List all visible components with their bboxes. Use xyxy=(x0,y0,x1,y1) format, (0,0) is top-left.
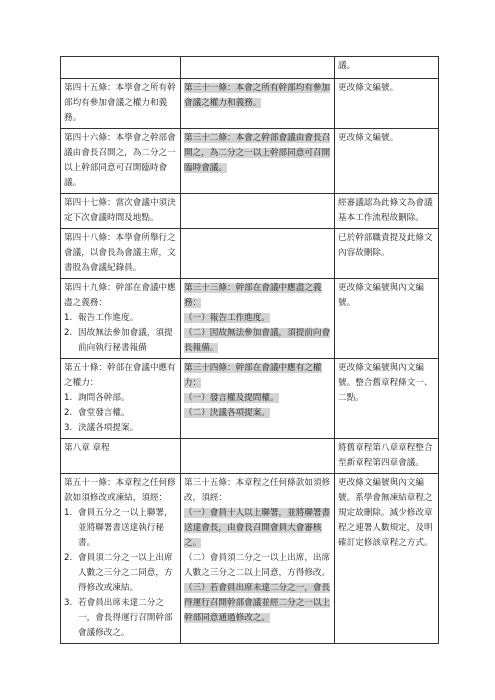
old-article-list xyxy=(64,311,177,356)
old-article-head: 第四十九條：幹部在會議中應盡之義務： xyxy=(64,283,176,308)
table-row xyxy=(61,129,439,194)
note-cell: 議。 xyxy=(335,57,439,79)
note-cell: 更改條文編號。 xyxy=(335,129,439,194)
new-article-cell xyxy=(181,57,335,79)
list-item xyxy=(64,391,177,406)
item-text: 報告工作進度。 xyxy=(78,313,139,323)
item-number: 2. xyxy=(64,553,73,563)
old-article-cell: 第四十六條：本學會之幹部會議由會長召開之，為二分之一以上幹部同意可召開臨時會議。 xyxy=(61,129,181,194)
old-article-list xyxy=(64,506,177,641)
new-article-cell xyxy=(181,194,335,229)
note-cell: 已於幹部職責提及此條文內容故刪除。 xyxy=(335,229,439,279)
table-row xyxy=(61,279,439,359)
new-article-cell xyxy=(181,229,335,279)
item-number: 1. xyxy=(64,508,73,518)
item-text: 會員須二分之一以上出席人數之三分之二同意，方得修改或凍結。 xyxy=(78,553,173,593)
list-item xyxy=(64,311,177,326)
list-item xyxy=(64,596,177,641)
list-item xyxy=(64,406,177,421)
table-row xyxy=(61,57,439,79)
table-row xyxy=(61,229,439,279)
note-cell: 更改條文編號與內文編號。整合舊章程條文一、二點。 xyxy=(335,359,439,439)
new-article-cell xyxy=(181,474,335,644)
note-cell: 將舊章程第八章章程整合至新章程第四章會議。 xyxy=(335,439,439,474)
old-article-cell: 第八章 章程 xyxy=(61,439,181,474)
new-article-item: （一）會員十人以上聯署，並將聯署書送達會長，由會長召開會員大會審核之。 xyxy=(184,508,331,548)
note-cell: 更改條文編號。 xyxy=(335,79,439,129)
item-text: 會堂發言權。 xyxy=(78,408,130,418)
new-article-cell xyxy=(181,439,335,474)
old-article-head: 第五十條：幹部在會議中應有之權力： xyxy=(64,363,176,388)
item-number: 3. xyxy=(64,598,73,608)
new-article-item: （二）會員須二分之一以上出席，出席人數之三分之二以上同意，方得修改。 xyxy=(184,553,331,578)
table-row xyxy=(61,359,439,439)
item-text: 決議各項提案。 xyxy=(78,423,139,433)
table-row xyxy=(61,79,439,129)
item-number: 2. xyxy=(64,408,73,418)
new-article-head: 第三十三條：幹部在會議中應盡之義務： xyxy=(184,283,322,308)
item-number: 2. xyxy=(64,328,73,338)
note-cell: 經審議認為此條文為會議基本工作流程故刪除。 xyxy=(335,194,439,229)
new-article-text: 第三十一條：本會之所有幹部均有參加會議之權力和義務。 xyxy=(184,83,331,108)
table-row xyxy=(61,474,439,644)
list-item xyxy=(64,326,177,356)
old-article-head: 第五十一條：本章程之任何修款如須修改或凍結，須經： xyxy=(64,478,176,503)
old-article-cell: 第四十八條：本學會所舉行之會議，以會長為會議主席，文書股為會議紀錄員。 xyxy=(61,229,181,279)
old-article-cell xyxy=(61,279,181,359)
item-number: 1. xyxy=(64,393,73,403)
item-number: 3. xyxy=(64,423,73,433)
old-article-cell: 第四十七條：當次會議中須決定下次會議時間及地點。 xyxy=(61,194,181,229)
new-article-text: 第三十二條：本會之幹部會議由會長召開之，為二分之一以上幹部同意可召開臨時會議。 xyxy=(184,133,331,173)
table-row xyxy=(61,194,439,229)
new-article-item: （三）若會員出席未達二分之一，會長得運行召開幹部會議並經二分之一以上幹部同意通過修改之。 xyxy=(184,583,331,623)
table-row xyxy=(61,439,439,474)
old-article-cell xyxy=(61,359,181,439)
item-text: 因故無法參加會議，須提前向執行秘書報備 xyxy=(78,328,173,353)
item-number: 1. xyxy=(64,313,73,323)
new-article-cell xyxy=(181,129,335,194)
new-article-cell xyxy=(181,359,335,439)
new-article-item: （二）決議各項提案。 xyxy=(184,408,270,418)
new-article-head: 第三十五條：本章程之任何條款如須修改，須經： xyxy=(184,478,331,503)
list-item xyxy=(64,421,177,436)
new-article-cell xyxy=(181,279,335,359)
new-article-item: （一）發言權及提問權。 xyxy=(184,393,279,403)
note-cell: 更改條文編號與內文編號。 xyxy=(335,279,439,359)
new-article-item: （二）因故無法參加會議，須提前向會長報備。 xyxy=(184,328,331,353)
item-text: 詢問各幹部。 xyxy=(78,393,130,403)
list-item xyxy=(64,551,177,596)
list-item xyxy=(64,506,177,551)
item-text: 會員五分之一以上聯署，並將聯署書送達執行秘書。 xyxy=(78,508,173,548)
old-article-list xyxy=(64,391,177,436)
item-text: 若會員出席未達二分之一，會長得運行召開幹部會議修改之。 xyxy=(78,598,173,638)
comparison-table xyxy=(60,56,439,644)
new-article-head: 第三十四條：幹部在會議中應有之權力： xyxy=(184,363,322,388)
new-article-item: （一）報告工作進度。 xyxy=(184,313,270,323)
note-cell: 更改條文編號與內文編號。系學會無凍結章程之規定故刪除。減少修改章程之連署人數規定，及明確訂定修該章程之方式。 xyxy=(335,474,439,644)
old-article-cell: 第四十五條：本學會之所有幹部均有參加會議之權力和義務。 xyxy=(61,79,181,129)
old-article-cell xyxy=(61,57,181,79)
new-article-cell xyxy=(181,79,335,129)
old-article-cell xyxy=(61,474,181,644)
